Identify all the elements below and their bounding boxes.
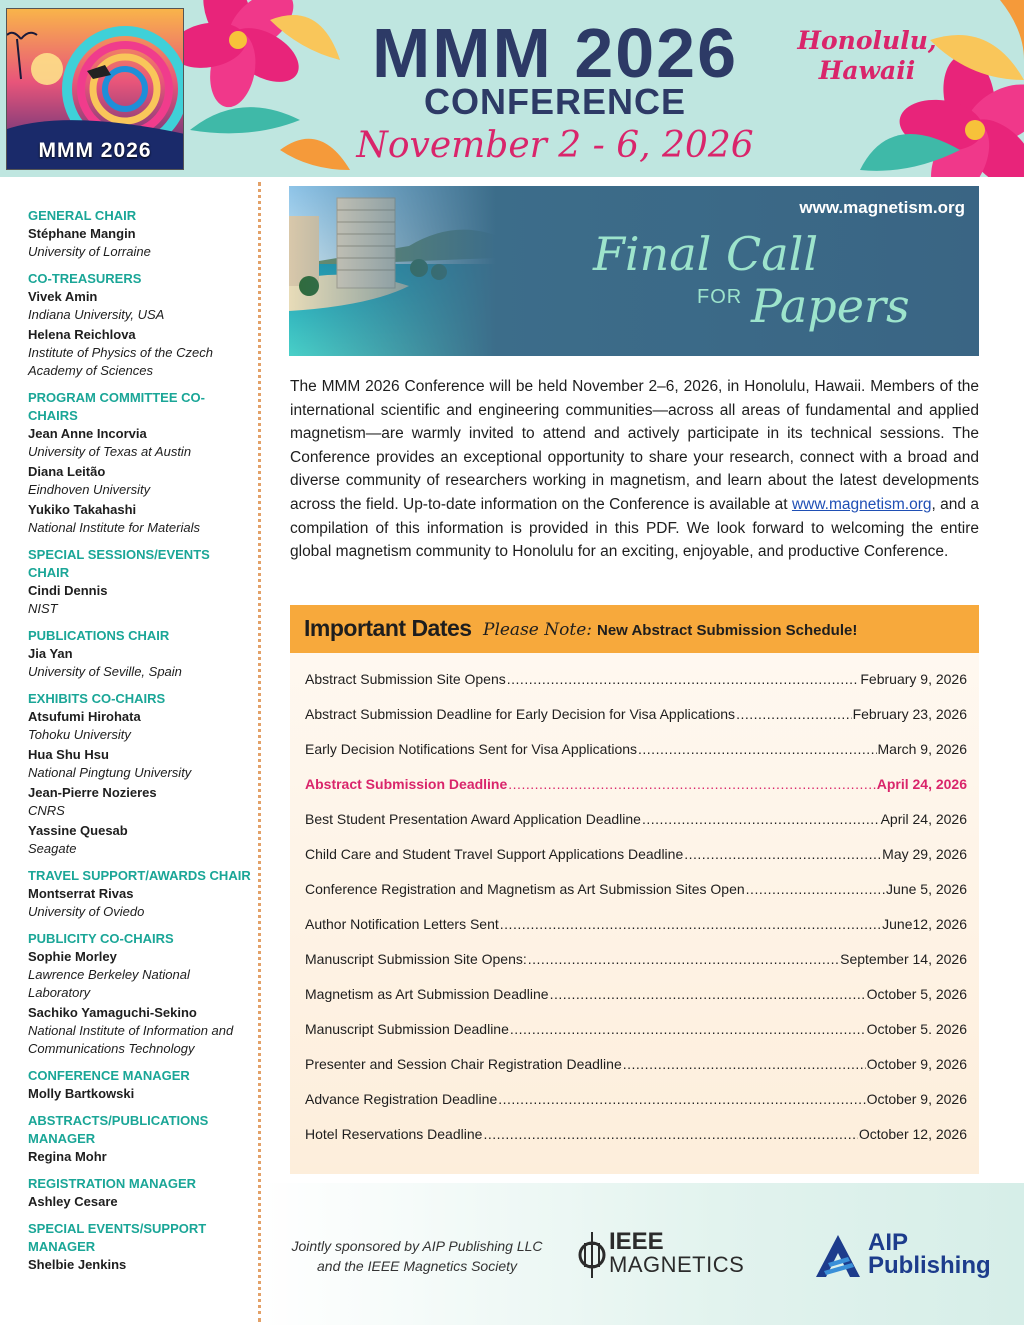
date-event-label: Manuscript Submission Deadline xyxy=(305,1021,509,1037)
for-text: FOR xyxy=(697,286,743,308)
ieee-text: IEEE xyxy=(609,1228,664,1255)
committee-role-title: PUBLICATIONS CHAIR xyxy=(28,628,170,643)
organizing-committee xyxy=(28,207,253,1283)
date-value: October 9, 2026 xyxy=(866,1091,967,1107)
banner-url: www.magnetism.org xyxy=(799,198,965,217)
committee-member xyxy=(28,822,253,858)
date-value: October 5. 2026 xyxy=(866,1021,967,1037)
important-dates-header xyxy=(290,605,979,653)
member-affiliation: Institute of Physics of the Czech Academy of Sciences xyxy=(28,345,213,378)
committee-group xyxy=(28,1175,253,1211)
dot-leader xyxy=(684,846,881,862)
committee-group xyxy=(28,690,253,858)
dot-leader xyxy=(508,776,875,792)
ieee-emblem-icon xyxy=(577,1230,607,1280)
committee-group xyxy=(28,270,253,380)
committee-member xyxy=(28,746,253,782)
date-event-label: Presenter and Session Chair Registration Deadline xyxy=(305,1056,622,1072)
dot-leader xyxy=(483,1126,857,1142)
important-dates-title: Important Dates xyxy=(304,615,472,641)
note-text: New Abstract Submission Schedule! xyxy=(597,622,858,639)
date-row xyxy=(305,1056,967,1091)
date-event-label: Author Notification Letters Sent xyxy=(305,916,499,932)
committee-member xyxy=(28,948,253,1002)
member-name: Sophie Morley xyxy=(28,949,117,964)
committee-group xyxy=(28,867,253,921)
member-affiliation: NIST xyxy=(28,601,58,616)
date-row xyxy=(305,951,967,986)
member-name: Vivek Amin xyxy=(28,289,98,304)
ieee-magnetics-logo xyxy=(577,1228,757,1282)
committee-member xyxy=(28,1256,253,1274)
date-row xyxy=(305,741,967,776)
member-name: Diana Leitão xyxy=(28,464,106,479)
member-affiliation: National Institute of Information and Communications Technology xyxy=(28,1023,234,1056)
member-affiliation: National Pingtung University xyxy=(28,765,192,780)
committee-group xyxy=(28,1220,253,1274)
dot-leader xyxy=(623,1056,866,1072)
member-name: Jean-Pierre Nozieres xyxy=(28,785,157,800)
date-value: October 12, 2026 xyxy=(858,1126,967,1142)
date-event-label: Abstract Submission Site Opens xyxy=(305,671,506,687)
member-name: Regina Mohr xyxy=(28,1149,107,1164)
committee-member xyxy=(28,1148,253,1166)
date-row xyxy=(305,671,967,706)
dot-leader xyxy=(550,986,866,1002)
dot-leader xyxy=(510,1021,866,1037)
committee-role-title: GENERAL CHAIR xyxy=(28,208,137,223)
dot-leader xyxy=(498,1091,865,1107)
date-event-label: Child Care and Student Travel Support Applications Deadline xyxy=(305,846,684,862)
member-name: Hua Shu Hsu xyxy=(28,747,109,762)
committee-member xyxy=(28,501,253,537)
committee-role-title: TRAVEL SUPPORT/AWARDS CHAIR xyxy=(28,868,251,883)
final-call-banner xyxy=(289,186,979,356)
sponsor-statement xyxy=(287,1236,547,1276)
date-row xyxy=(305,846,967,881)
committee-role-title: ABSTRACTS/PUBLICATIONS MANAGER xyxy=(28,1113,209,1146)
important-dates-box xyxy=(290,605,979,1174)
aip-text: AIP xyxy=(868,1229,909,1256)
date-row xyxy=(305,881,967,916)
conference-location xyxy=(792,26,942,86)
member-name: Jia Yan xyxy=(28,646,73,661)
committee-role-title: REGISTRATION MANAGER xyxy=(28,1176,197,1191)
date-value: February 9, 2026 xyxy=(860,671,967,687)
date-row xyxy=(305,1126,967,1161)
date-value: March 9, 2026 xyxy=(877,741,967,757)
date-event-label: Magnetism as Art Submission Deadline xyxy=(305,986,549,1002)
member-name: Shelbie Jenkins xyxy=(28,1257,127,1272)
committee-member xyxy=(28,225,253,261)
aip-triangle-icon xyxy=(814,1233,862,1279)
intro-text-end: , and a compilation of this information is provided in this PDF. We look forward to welcoming the entire global magnetism community to Honolulu for an exciting, enjoyable, and productive Conference. xyxy=(290,495,979,561)
date-event-label: Conference Registration and Magnetism as Art Submission Sites Open xyxy=(305,881,745,897)
date-row xyxy=(305,1091,967,1126)
date-value: February 23, 2026 xyxy=(852,706,967,722)
committee-group xyxy=(28,1112,253,1166)
date-event-label: Abstract Submission Deadline xyxy=(305,776,508,792)
final-call-text: Final Call xyxy=(593,227,819,281)
committee-member xyxy=(28,1085,253,1103)
committee-member xyxy=(28,326,253,380)
sponsor-footer xyxy=(261,1183,1024,1325)
committee-member xyxy=(28,1193,253,1211)
committee-group xyxy=(28,207,253,261)
papers-text: Papers xyxy=(751,279,910,333)
date-row xyxy=(305,986,967,1021)
sidebar-divider xyxy=(258,182,261,1322)
member-name: Yassine Quesab xyxy=(28,823,128,838)
date-event-label: Abstract Submission Deadline for Early Decision for Visa Applications xyxy=(305,706,736,722)
committee-member xyxy=(28,645,253,681)
date-value: April 24, 2026 xyxy=(880,811,967,827)
member-affiliation: Eindhoven University xyxy=(28,482,151,497)
conference-dates: November 2 - 6, 2026 xyxy=(356,125,754,166)
date-list xyxy=(305,671,967,1161)
conference-title: MMM 2026 xyxy=(371,14,739,92)
committee-role-title: CO-TREASURERS xyxy=(28,271,142,286)
committee-member xyxy=(28,582,253,618)
committee-role-title: SPECIAL SESSIONS/EVENTS CHAIR xyxy=(28,547,210,580)
date-row xyxy=(305,706,967,741)
dot-leader xyxy=(642,811,880,827)
date-value: October 5, 2026 xyxy=(866,986,967,1002)
publishing-text: Publishing xyxy=(868,1252,991,1279)
date-value: June 5, 2026 xyxy=(886,881,967,897)
intro-paragraph xyxy=(290,375,979,564)
member-name: Molly Bartkowski xyxy=(28,1086,135,1101)
committee-group xyxy=(28,930,253,1058)
member-affiliation: University of Texas at Austin xyxy=(28,444,192,459)
date-row xyxy=(305,916,967,951)
committee-role-title: CONFERENCE MANAGER xyxy=(28,1068,190,1083)
sponsor-line-2: and the IEEE Magnetics Society xyxy=(317,1258,517,1274)
committee-group xyxy=(28,627,253,681)
note-label: Please Note: xyxy=(483,620,592,640)
date-value: April 24, 2026 xyxy=(876,776,967,792)
header-banner xyxy=(0,0,1024,177)
mmm-logo xyxy=(6,8,184,170)
member-name: Cindi Dennis xyxy=(28,583,108,598)
date-event-label: Advance Registration Deadline xyxy=(305,1091,498,1107)
committee-member xyxy=(28,708,253,744)
conference-subtitle: CONFERENCE xyxy=(423,81,687,122)
member-name: Helena Reichlova xyxy=(28,327,136,342)
member-name: Stéphane Mangin xyxy=(28,226,136,241)
committee-group xyxy=(28,389,253,537)
dot-leader xyxy=(736,706,852,722)
member-affiliation: Indiana University, USA xyxy=(28,307,165,322)
date-event-label: Hotel Reservations Deadline xyxy=(305,1126,483,1142)
sponsor-line-1: Jointly sponsored by AIP Publishing LLC xyxy=(291,1238,543,1254)
member-name: Jean Anne Incorvia xyxy=(28,426,147,441)
committee-role-title: SPECIAL EVENTS/SUPPORT MANAGER xyxy=(28,1221,207,1254)
member-affiliation: Tohoku University xyxy=(28,727,131,742)
member-affiliation: University of Lorraine xyxy=(28,244,151,259)
member-name: Ashley Cesare xyxy=(28,1194,118,1209)
location-state: Hawaii xyxy=(818,56,916,85)
date-row xyxy=(305,776,967,811)
date-row xyxy=(305,1021,967,1056)
date-event-label: Early Decision Notifications Sent for Visa Applications xyxy=(305,741,638,757)
dot-leader xyxy=(500,916,881,932)
committee-member xyxy=(28,288,253,324)
logo-text: MMM 2026 xyxy=(38,139,152,162)
dot-leader xyxy=(507,671,860,687)
schedule-note xyxy=(483,620,857,640)
member-affiliation: Lawrence Berkeley National Laboratory xyxy=(28,967,190,1000)
committee-role-title: EXHIBITS CO-CHAIRS xyxy=(28,691,166,706)
date-value: October 9, 2026 xyxy=(866,1056,967,1072)
member-name: Sachiko Yamaguchi-Sekino xyxy=(28,1005,197,1020)
committee-member xyxy=(28,784,253,820)
committee-group xyxy=(28,1067,253,1103)
aip-publishing-logo xyxy=(814,1231,994,1281)
date-value: September 14, 2026 xyxy=(840,951,967,967)
committee-member xyxy=(28,885,253,921)
committee-member xyxy=(28,463,253,499)
member-name: Atsufumi Hirohata xyxy=(28,709,141,724)
dot-leader xyxy=(638,741,876,757)
dot-leader xyxy=(746,881,885,897)
committee-role-title: PUBLICITY CO-CHAIRS xyxy=(28,931,174,946)
location-city: Honolulu, xyxy=(797,26,937,55)
committee-group xyxy=(28,546,253,618)
date-value: June12, 2026 xyxy=(882,916,967,932)
date-event-label: Manuscript Submission Site Opens: xyxy=(305,951,527,967)
member-affiliation: University of Oviedo xyxy=(28,904,145,919)
member-affiliation: Seagate xyxy=(28,841,77,856)
committee-member xyxy=(28,425,253,461)
member-name: Yukiko Takahashi xyxy=(28,502,137,517)
member-affiliation: National Institute for Materials xyxy=(28,520,200,535)
date-event-label: Best Student Presentation Award Application Deadline xyxy=(305,811,641,827)
member-name: Montserrat Rivas xyxy=(28,886,134,901)
date-value: May 29, 2026 xyxy=(882,846,967,862)
magnetism-website-link[interactable]: www.magnetism.org xyxy=(791,495,932,513)
member-affiliation: CNRS xyxy=(28,803,65,818)
magnetics-text: MAGNETICS xyxy=(609,1252,745,1277)
committee-role-title: PROGRAM COMMITTEE CO-CHAIRS xyxy=(28,390,205,423)
date-row xyxy=(305,811,967,846)
committee-member xyxy=(28,1004,253,1058)
dot-leader xyxy=(528,951,839,967)
intro-text-start: The MMM 2026 Conference will be held November 2–6, 2026, in Honolulu, Hawaii. Members of the international scientific and engineering communities—across all areas of fundamental and applied magnetism—are warmly invited to attend and actively participate in its technical sessions. The Conference provides an exceptional opportunity to share your research, connect with a broad and diverse community of researchers working in magnetism, and learn about the latest developments across the field. Up-to-date information on the Conference is available at xyxy=(290,378,979,513)
member-affiliation: University of Seville, Spain xyxy=(28,664,182,679)
